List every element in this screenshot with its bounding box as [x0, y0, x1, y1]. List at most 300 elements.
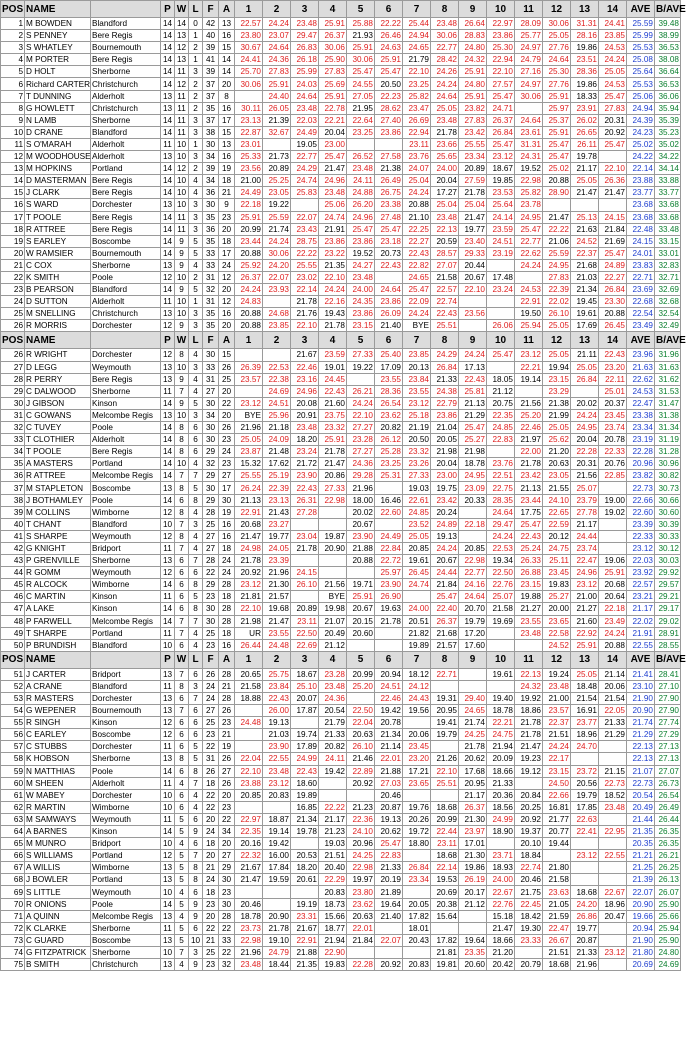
stat-cell: 14 [161, 494, 175, 506]
round-score: 19.98 [319, 603, 347, 615]
round-score: 26.36 [599, 175, 627, 187]
stat-cell: 30 [203, 615, 219, 627]
stat-cell: 5 [189, 247, 203, 259]
round-score: 24.32 [459, 54, 487, 66]
player-name: J GIBSON [25, 397, 91, 409]
round-score: 24.24 [459, 349, 487, 361]
stat-cell: 35 [203, 235, 219, 247]
bonus-average-cell: 27.90 [655, 692, 681, 704]
stat-cell: 40 [203, 30, 219, 42]
round-score: 24.96 [319, 175, 347, 187]
stat-cell: 37 [203, 114, 219, 126]
round-score: 23.02 [291, 271, 319, 283]
bonus-average-cell: 29.92 [655, 567, 681, 579]
round-score: 24.71 [487, 102, 515, 114]
stat-cell: 13 [175, 30, 189, 42]
stat-cell: 27 [219, 850, 235, 862]
club-name: Blandford [91, 639, 161, 651]
round-score: 21.80 [543, 862, 571, 874]
round-score [319, 555, 347, 567]
table-row [1, 705, 681, 717]
round-score [291, 199, 319, 211]
round-score: 23.15 [543, 765, 571, 777]
column-header: 5 [347, 1, 375, 18]
round-score: 27.48 [375, 211, 403, 223]
stat-cell: 23 [203, 591, 219, 603]
round-score [431, 789, 459, 801]
round-score: 18.90 [487, 826, 515, 838]
round-score: 24.38 [431, 385, 459, 397]
stat-cell: 18 [219, 235, 235, 247]
round-score [403, 886, 431, 898]
round-score: 24.52 [571, 235, 599, 247]
stat-cell: 30 [203, 434, 219, 446]
round-score: 20.62 [375, 826, 403, 838]
round-score: 23.44 [235, 235, 263, 247]
round-score: 20.84 [515, 789, 543, 801]
round-score: 21.47 [263, 615, 291, 627]
club-name: Boscombe [91, 482, 161, 494]
round-score: 30.06 [543, 18, 571, 30]
average-cell: 22.60 [627, 506, 655, 518]
stat-cell: 35 [203, 102, 219, 114]
round-score [291, 717, 319, 729]
pos-cell: 9 [1, 114, 25, 126]
round-score: 21.79 [319, 717, 347, 729]
stat-cell: 13 [161, 705, 175, 717]
round-score: 24.96 [291, 385, 319, 397]
round-score: 22.76 [487, 579, 515, 591]
round-score: 21.20 [543, 446, 571, 458]
column-header: P [161, 332, 175, 349]
round-score: 20.69 [431, 886, 459, 898]
player-name: M HOPKINS [25, 163, 91, 175]
round-score: 30.67 [235, 42, 263, 54]
round-score [375, 518, 403, 530]
round-score: 27.83 [319, 66, 347, 78]
table-row [1, 765, 681, 777]
round-score: 18.12 [403, 668, 431, 680]
round-score: 24.97 [515, 42, 543, 54]
round-score: 21.15 [599, 765, 627, 777]
round-score: 20.33 [459, 494, 487, 506]
round-score: 26.09 [375, 308, 403, 320]
club-name: Wimborne [91, 862, 161, 874]
stat-cell: 10 [175, 151, 189, 163]
club-name: Dorchester [91, 741, 161, 753]
table-row [1, 482, 681, 494]
table-row [1, 66, 681, 78]
round-score: 20.13 [403, 361, 431, 373]
pos-cell: 47 [1, 603, 25, 615]
round-score: 22.97 [487, 18, 515, 30]
stat-cell: 11 [161, 741, 175, 753]
round-score: 26.20 [347, 199, 375, 211]
round-score: 17.60 [459, 639, 487, 651]
stat-cell: 14 [161, 126, 175, 138]
round-score: 25.47 [487, 90, 515, 102]
round-score: 19.53 [431, 874, 459, 886]
round-score: 18.93 [487, 862, 515, 874]
round-score: 22.58 [543, 627, 571, 639]
stat-cell: 12 [161, 729, 175, 741]
round-score: 23.29 [543, 385, 571, 397]
stat-cell: 7 [175, 627, 189, 639]
round-score: 27.33 [319, 482, 347, 494]
club-name: Christchurch [91, 78, 161, 90]
column-header [91, 1, 161, 18]
round-score: 22.55 [599, 850, 627, 862]
round-score: 21.33 [487, 777, 515, 789]
round-score [487, 308, 515, 320]
stat-cell: 6 [175, 692, 189, 704]
round-score: 23.11 [431, 838, 459, 850]
round-score: 23.24 [291, 446, 319, 458]
round-score: 23.24 [487, 284, 515, 296]
stat-cell: 14 [161, 470, 175, 482]
round-score: 24.07 [403, 163, 431, 175]
table-row [1, 567, 681, 579]
round-score: 22.73 [599, 777, 627, 789]
round-score [459, 910, 487, 922]
round-score: 23.34 [459, 151, 487, 163]
round-score [515, 946, 543, 958]
column-header: 14 [599, 332, 627, 349]
player-name: M MUNRO [25, 838, 91, 850]
round-score: 20.67 [347, 603, 375, 615]
stat-cell: 4 [189, 506, 203, 518]
stat-cell: 28 [219, 615, 235, 627]
round-score: 25.82 [403, 90, 431, 102]
pos-cell: 41 [1, 530, 25, 542]
round-score: 19.78 [291, 826, 319, 838]
round-score: 23.48 [347, 271, 375, 283]
stat-cell: 14 [161, 163, 175, 175]
round-score: 21.12 [487, 385, 515, 397]
stat-cell: 22 [219, 397, 235, 409]
stat-cell: 20 [219, 409, 235, 421]
table-row [1, 591, 681, 603]
round-score: 23.48 [431, 18, 459, 30]
round-score: 21.67 [291, 922, 319, 934]
stat-cell: 2 [189, 90, 203, 102]
round-score [347, 373, 375, 385]
round-score: 26.49 [375, 175, 403, 187]
round-score: 22.02 [543, 296, 571, 308]
round-score: 23.13 [235, 114, 263, 126]
round-score: 23.65 [543, 615, 571, 627]
stat-cell: 16 [219, 30, 235, 42]
round-score: 24.89 [599, 259, 627, 271]
stat-cell: 20 [203, 910, 219, 922]
round-score: 20.79 [515, 959, 543, 971]
round-score: 20.16 [235, 838, 263, 850]
stat-cell: 13 [161, 199, 175, 211]
round-score: 18.42 [515, 910, 543, 922]
round-score: 25.47 [543, 138, 571, 150]
stat-cell: 7 [175, 470, 189, 482]
player-name: M STAPLETON [25, 482, 91, 494]
stat-cell: 14 [161, 579, 175, 591]
round-score: 20.04 [571, 434, 599, 446]
round-score: 22.67 [599, 886, 627, 898]
stat-cell: 28 [219, 692, 235, 704]
stat-cell: 14 [161, 765, 175, 777]
stat-cell: 6 [175, 591, 189, 603]
round-score: 19.43 [319, 308, 347, 320]
round-score: 17.27 [431, 187, 459, 199]
average-cell: 23.19 [627, 434, 655, 446]
bonus-average-cell: 27.07 [655, 765, 681, 777]
round-score: 22.36 [347, 813, 375, 825]
round-score: 27.83 [599, 102, 627, 114]
round-score: 24.96 [571, 567, 599, 579]
stat-cell: 9 [175, 320, 189, 332]
round-score: 21.17 [319, 813, 347, 825]
round-score: 23.22 [319, 247, 347, 259]
round-score: 23.93 [263, 284, 291, 296]
round-score: 21.96 [571, 959, 599, 971]
average-cell: 22.14 [627, 163, 655, 175]
round-score: 22.22 [543, 223, 571, 235]
stat-cell: 8 [175, 482, 189, 494]
round-score: 20.50 [403, 434, 431, 446]
stat-cell: 3 [189, 151, 203, 163]
table-row [1, 494, 681, 506]
stat-cell: 11 [161, 680, 175, 692]
round-score: BYE [319, 591, 347, 603]
round-score: 26.75 [375, 187, 403, 199]
player-name: C TUVEY [25, 422, 91, 434]
club-name: Weymouth [91, 361, 161, 373]
round-score: 21.84 [599, 223, 627, 235]
club-name: Melcombe Regis [91, 470, 161, 482]
stat-cell: 25 [203, 627, 219, 639]
round-score: 20.25 [515, 801, 543, 813]
stat-cell: 39 [203, 42, 219, 54]
round-score: 26.45 [403, 567, 431, 579]
round-score: 23.18 [375, 235, 403, 247]
round-score: 19.59 [263, 874, 291, 886]
round-score: 23.13 [263, 494, 291, 506]
stat-cell: 9 [175, 373, 189, 385]
round-score: 22.66 [543, 789, 571, 801]
round-score: 25.05 [403, 530, 431, 542]
round-score: 20.65 [235, 668, 263, 680]
stat-cell: 13 [161, 409, 175, 421]
round-score: 25.97 [375, 567, 403, 579]
stat-cell: 16 [219, 102, 235, 114]
stat-cell: 31 [203, 753, 219, 765]
bonus-average-cell: 26.35 [655, 826, 681, 838]
round-score: 25.19 [263, 470, 291, 482]
stat-cell: 7 [189, 777, 203, 789]
round-score: 23.33 [515, 934, 543, 946]
round-score: 25.02 [543, 163, 571, 175]
player-name: R WRIGHT [25, 349, 91, 361]
average-cell: 22.13 [627, 741, 655, 753]
round-score: 25.51 [431, 320, 459, 332]
stat-cell: 24 [219, 259, 235, 271]
round-score: 21.13 [235, 494, 263, 506]
round-score: 22.01 [347, 922, 375, 934]
table-row [1, 78, 681, 90]
round-score: 24.24 [431, 542, 459, 554]
round-score: 22.45 [515, 898, 543, 910]
round-score: 24.64 [291, 90, 319, 102]
player-name: C STUBBS [25, 741, 91, 753]
round-score: 23.71 [487, 850, 515, 862]
round-score [487, 838, 515, 850]
round-score: 20.83 [319, 886, 347, 898]
round-score: 21.47 [319, 458, 347, 470]
pos-cell: 27 [1, 361, 25, 373]
round-score: 23.84 [403, 373, 431, 385]
round-score [571, 862, 599, 874]
round-score [347, 639, 375, 651]
table-row [1, 579, 681, 591]
round-score: 25.91 [319, 18, 347, 30]
round-score: 21.91 [319, 223, 347, 235]
round-score: 19.13 [263, 717, 291, 729]
round-score: 20.95 [459, 777, 487, 789]
round-score: 19.92 [515, 692, 543, 704]
round-score: 24.49 [291, 126, 319, 138]
column-header: 1 [235, 651, 263, 668]
table-row [1, 235, 681, 247]
stat-cell: 5 [175, 813, 189, 825]
table-row [1, 680, 681, 692]
average-cell: 23.77 [627, 187, 655, 199]
round-score: 23.90 [375, 579, 403, 591]
table-row [1, 54, 681, 66]
stat-cell: 23 [203, 729, 219, 741]
round-score: 21.17 [571, 518, 599, 530]
bonus-average-cell: 26.07 [655, 886, 681, 898]
round-score: 18.01 [403, 922, 431, 934]
round-score: 20.63 [347, 729, 375, 741]
round-score: 24.99 [487, 813, 515, 825]
stat-cell: 30 [203, 603, 219, 615]
round-score: 23.76 [403, 151, 431, 163]
round-score: 24.24 [263, 235, 291, 247]
round-score: 25.91 [599, 567, 627, 579]
round-score: 17.69 [571, 320, 599, 332]
round-score: 23.48 [319, 680, 347, 692]
stat-cell: 7 [189, 555, 203, 567]
round-score: 19.83 [319, 959, 347, 971]
table-row [1, 530, 681, 542]
column-header: F [203, 651, 219, 668]
table-row [1, 627, 681, 639]
round-score: 19.30 [515, 922, 543, 934]
column-header: 11 [515, 651, 543, 668]
round-score: 19.42 [263, 838, 291, 850]
stat-cell: 12 [219, 296, 235, 308]
round-score: 21.54 [571, 692, 599, 704]
bonus-average-cell: 33.48 [655, 223, 681, 235]
table-row [1, 922, 681, 934]
round-score: 20.54 [319, 705, 347, 717]
round-score: 25.91 [347, 591, 375, 603]
stat-cell: 18 [203, 777, 219, 789]
stat-cell: 11 [161, 591, 175, 603]
round-score: 20.78 [599, 434, 627, 446]
round-score: 25.55 [459, 138, 487, 150]
stat-cell: 13 [161, 555, 175, 567]
stat-cell: 18 [203, 838, 219, 850]
player-name: B PEARSON [25, 284, 91, 296]
round-score: 21.78 [375, 615, 403, 627]
round-score: 20.88 [235, 247, 263, 259]
round-score: 22.98 [235, 934, 263, 946]
stat-cell: 11 [175, 211, 189, 223]
round-score: 17.01 [459, 838, 487, 850]
round-score: 20.83 [263, 789, 291, 801]
round-score: 26.33 [515, 555, 543, 567]
round-score: 18.67 [487, 163, 515, 175]
round-score: 21.78 [431, 126, 459, 138]
stat-cell: 3 [189, 114, 203, 126]
round-score: 21.69 [599, 235, 627, 247]
pos-cell: 3 [1, 42, 25, 54]
round-score: 24.79 [263, 946, 291, 958]
player-name: W RAMSIER [25, 247, 91, 259]
round-score: 23.42 [515, 470, 543, 482]
round-score: 19.14 [263, 826, 291, 838]
round-score: 18.05 [487, 373, 515, 385]
stat-cell: 3 [189, 320, 203, 332]
round-score: 23.91 [571, 102, 599, 114]
round-score: 21.47 [543, 211, 571, 223]
round-score: 25.37 [543, 114, 571, 126]
club-name: Portland [91, 627, 161, 639]
average-cell: 21.07 [627, 765, 655, 777]
stat-cell: 12 [161, 271, 175, 283]
stat-cell: 2 [189, 163, 203, 175]
pos-cell: 1 [1, 18, 25, 30]
round-score: 20.46 [375, 789, 403, 801]
stat-cell: 6 [175, 579, 189, 591]
stat-cell: 32 [203, 284, 219, 296]
round-score: 24.15 [291, 567, 319, 579]
column-header: 12 [543, 651, 571, 668]
round-score: 22.77 [431, 42, 459, 54]
round-score: 22.51 [487, 470, 515, 482]
player-name: T POOLE [25, 211, 91, 223]
round-score: 23.48 [431, 211, 459, 223]
stat-cell: 19 [219, 163, 235, 175]
table-row [1, 102, 681, 114]
stat-cell: 14 [219, 54, 235, 66]
stat-cell: 14 [161, 114, 175, 126]
round-score: 23.09 [459, 482, 487, 494]
round-score: 27.76 [543, 42, 571, 54]
header-row [1, 1, 681, 18]
stat-cell: 39 [203, 163, 219, 175]
round-score: 28.16 [571, 30, 599, 42]
round-score: 24.26 [431, 66, 459, 78]
round-score: 23.05 [263, 187, 291, 199]
column-header: L [189, 1, 203, 18]
pos-cell: 26 [1, 320, 25, 332]
round-score [263, 898, 291, 910]
round-score: 20.05 [431, 434, 459, 446]
round-score: 21.12 [459, 898, 487, 910]
round-score: 18.86 [515, 705, 543, 717]
pos-cell: 16 [1, 199, 25, 211]
column-header: 10 [487, 1, 515, 18]
